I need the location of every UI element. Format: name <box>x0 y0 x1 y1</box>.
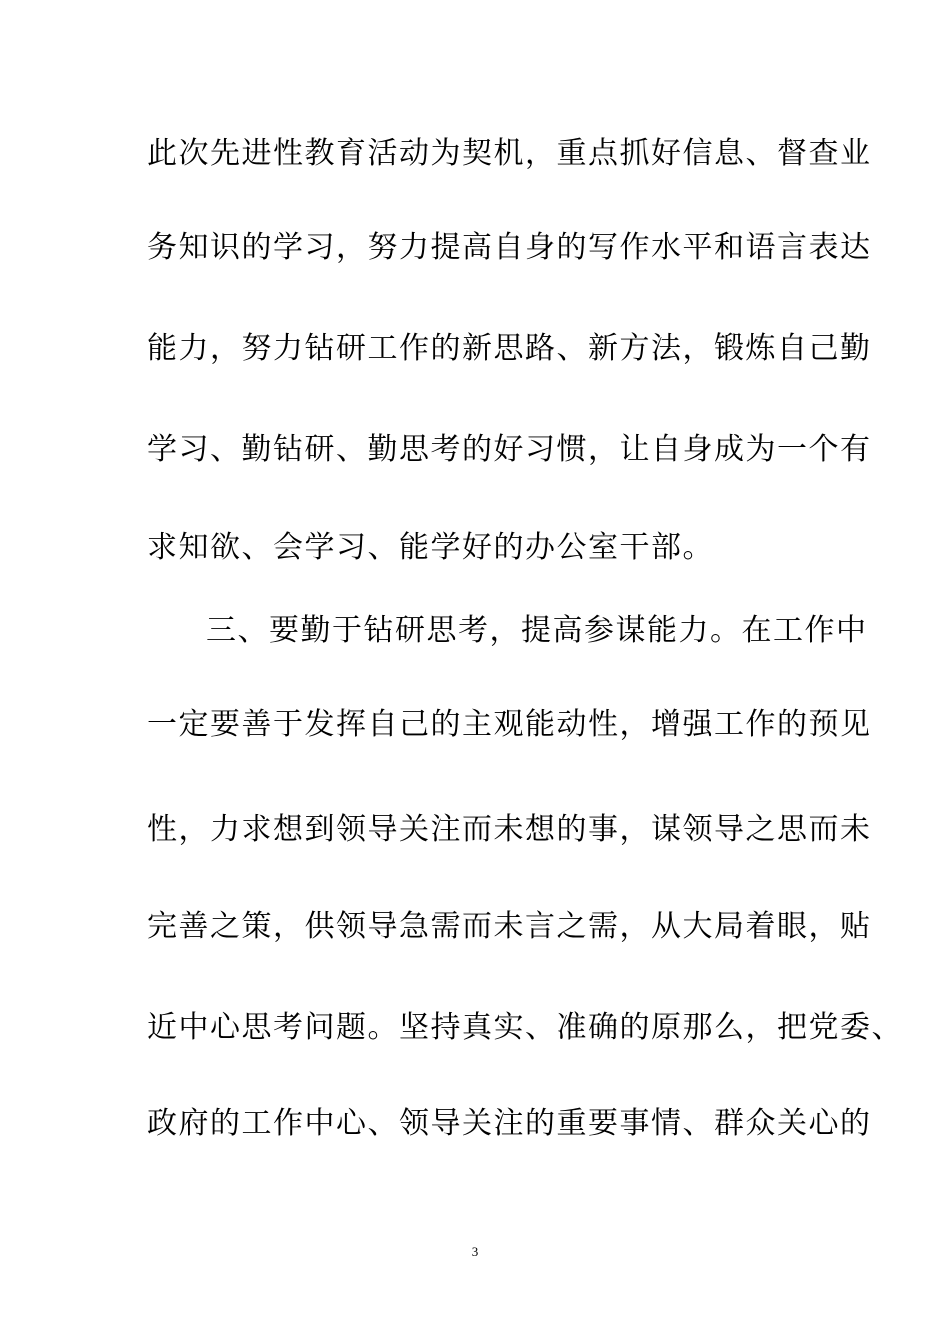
text-line-10: 近中心思考问题。坚持真实、准确的原那么，把党委、 <box>147 1010 903 1045</box>
text-line-3: 能力，努力钻研工作的新思路、新方法，锻炼自己勤 <box>147 331 872 366</box>
page-number: 3 <box>471 1244 479 1259</box>
text-line-4: 学习、勤钻研、勤思考的好习惯，让自身成为一个有 <box>147 432 872 467</box>
text-line-2: 务知识的学习，努力提高自身的写作水平和语言表达 <box>147 230 872 265</box>
text-line-8: 性，力求想到领导关注而未想的事，谋领导之思而未 <box>147 812 872 847</box>
text-line-9: 完善之策，供领导急需而未言之需，从大局着眼，贴 <box>147 909 872 944</box>
text-line-11: 政府的工作中心、领导关注的重要事情、群众关心的 <box>147 1106 872 1141</box>
text-line-1: 此次先进性教育活动为契机，重点抓好信息、督查业 <box>147 136 872 171</box>
text-line-5: 求知欲、会学习、能学好的办公室干部。 <box>147 530 714 565</box>
text-line-6-paragraph-start: 三、要勤于钻研思考，提高参谋能力。在工作中 <box>206 613 868 648</box>
text-line-7: 一定要善于发挥自己的主观能动性，增强工作的预见 <box>147 707 872 742</box>
